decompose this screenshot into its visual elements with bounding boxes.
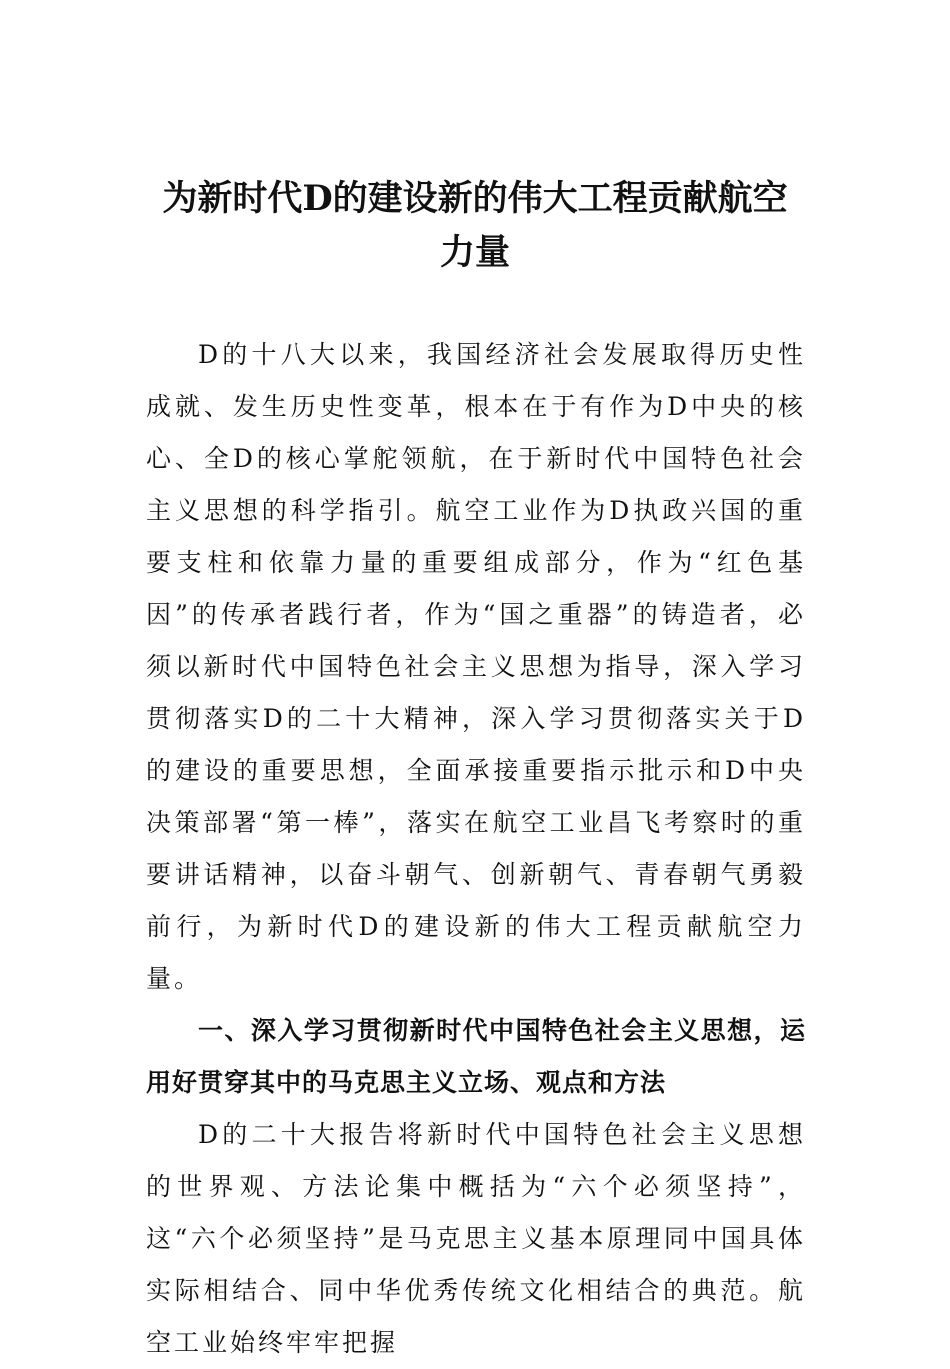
section-paragraph: D的二十大报告将新时代中国特色社会主义思想的世界观、方法论集中概括为“六个必须坚持”，这“六个必须坚持”是马克思主义基本原理同中国具体实际相结合、同中华优秀传统文化相结合的典范。航空工业始终牢牢把握 <box>146 1120 806 1357</box>
document-title: 为新时代D的建设新的伟大工程贡献航空力量 <box>162 178 788 273</box>
section-heading: 一、深入学习贯彻新时代中国特色社会主义思想，运用好贯穿其中的马克思主义立场、观点和方法 <box>146 1016 806 1097</box>
document-body <box>146 329 806 1369</box>
intro-paragraph: D的十八大以来，我国经济社会发展取得历史性成就、发生历史性变革，根本在于有作为D中央的核心、全D的核心掌舵领航，在于新时代中国特色社会主义思想的科学指引。航空工业作为D执政兴国的重要支柱和依靠力量的重要组成部分，作为“红色基因”的传承者践行者，作为“国之重器”的铸造者，必须以新时代中国特色社会主义思想为指导，深入学习贯彻落实D的二十大精神，深入学习贯彻落实关于D的建设的重要思想，全面承接重要指示批示和D中央决策部署“第一棒”，落实在航空工业昌飞考察时的重要讲话精神，以奋斗朝气、创新朝气、青春朝气勇毅前行，为新时代D的建设新的伟大工程贡献航空力量。 <box>146 340 806 993</box>
